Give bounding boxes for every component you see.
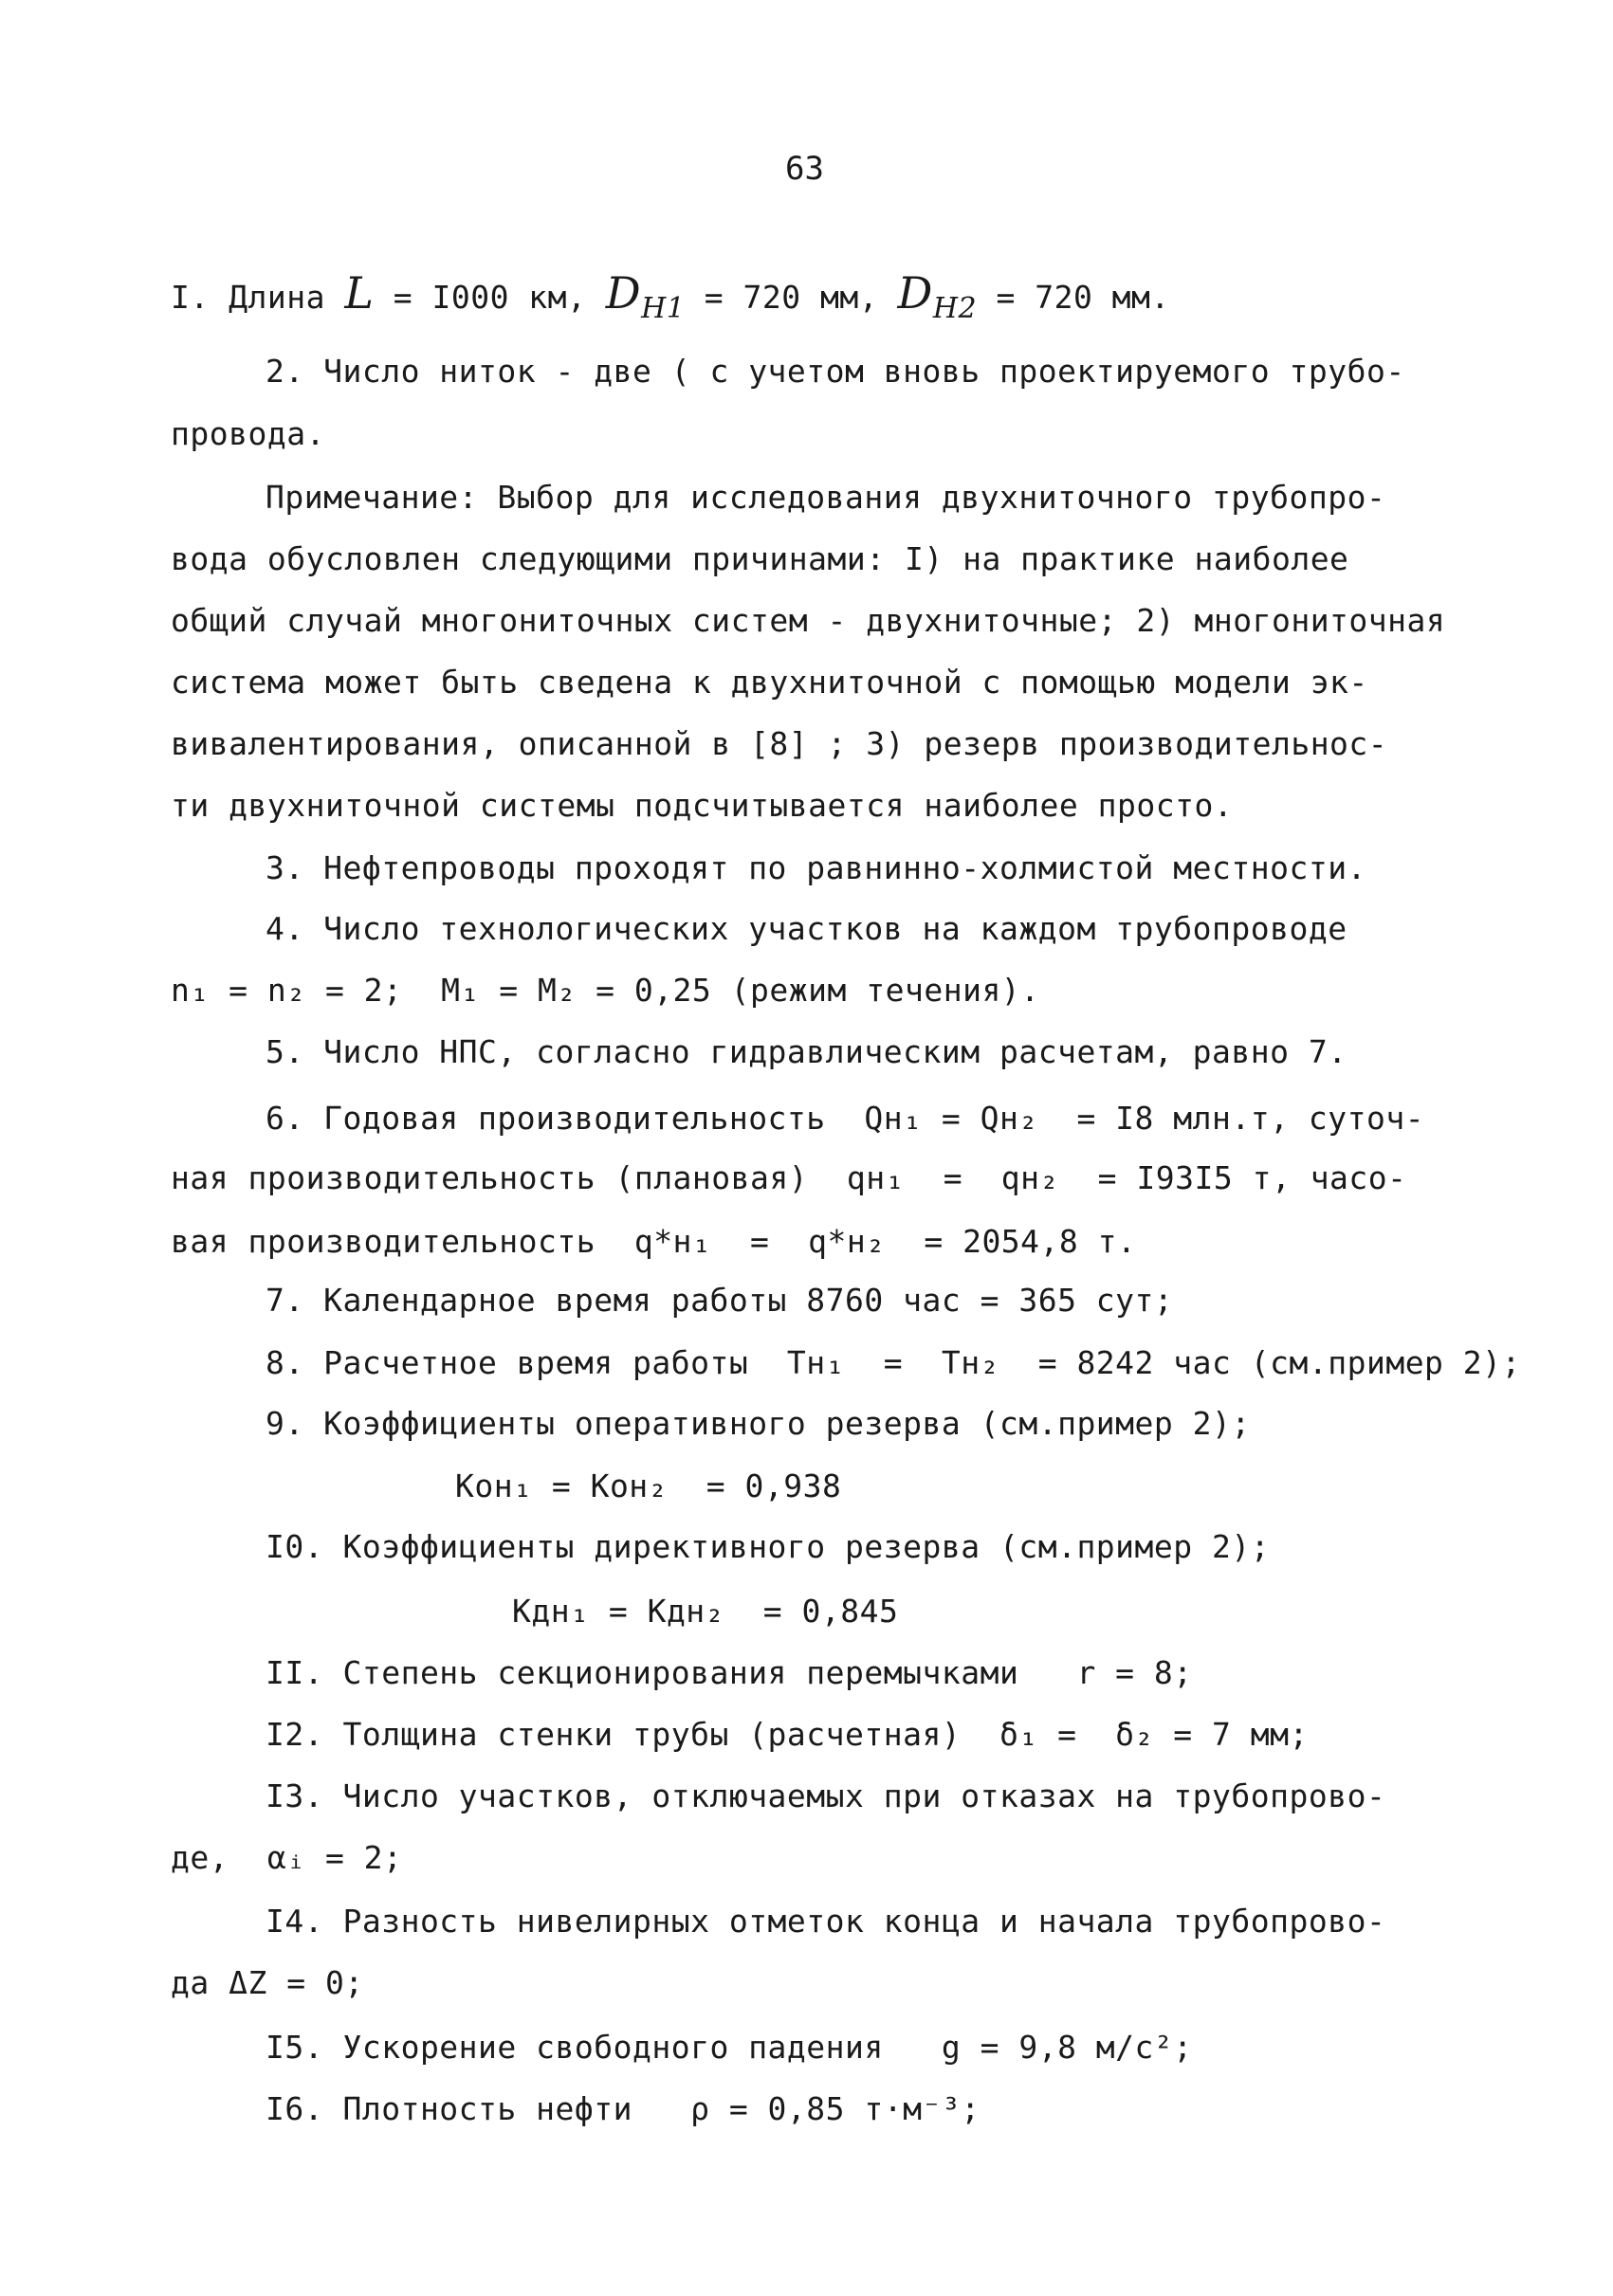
item-9: 9. Коэффициенты оперативного резерва (см.пример 2); bbox=[266, 1405, 1251, 1442]
item-4-formula: n₁ = n₂ = 2; M₁ = M₂ = 0,25 (режим течения). bbox=[171, 972, 1040, 1009]
note-line-3: общий случай многониточных систем - двухниточные; 2) многониточная bbox=[171, 602, 1446, 639]
item-4-line-1: 4. Число технологических участков на каждом трубопроводе bbox=[266, 910, 1347, 947]
item-14-line-1: I4. Разность нивелирных отметок конца и начала трубопрово- bbox=[266, 1903, 1386, 1940]
item-1-mid1: = I000 км, bbox=[374, 279, 606, 316]
item-12: I2. Толщина стенки трубы (расчетная) δ₁ = δ₂ = 7 мм; bbox=[266, 1716, 1309, 1753]
formula-DH1: $D_{H1}$ bbox=[605, 267, 686, 325]
item-11: II. Степень секционирования перемычками r = 8; bbox=[266, 1654, 1193, 1691]
item-15: I5. Ускорение свободного падения g = 9,8 м/с²; bbox=[266, 2029, 1193, 2066]
item-14-line-2: да ΔZ = 0; bbox=[171, 1964, 364, 2001]
item-8: 8. Расчетное время работы Tн₁ = Tн₂ = 8242 час (см.пример 2); bbox=[266, 1344, 1521, 1381]
item-2-line-2: провода. bbox=[171, 415, 325, 452]
item-1-post: = 720 мм. bbox=[977, 279, 1170, 316]
note-line-4: система может быть сведена к двухниточной с помощью модели эк- bbox=[171, 664, 1368, 701]
formula-DH2: $D_{H2}$ bbox=[897, 267, 978, 325]
note-line-2: вода обусловлен следующими причинами: I) на практике наиболее bbox=[171, 540, 1349, 577]
item-10-formula: Kдн₁ = Kдн₂ = 0,845 bbox=[512, 1593, 899, 1630]
item-3: 3. Нефтепроводы проходят по равнинно-холмистой местности. bbox=[266, 849, 1366, 886]
item-6-line-2: ная производительность (плановая) qн₁ = qн₂ = I93I5 т, часо- bbox=[171, 1159, 1407, 1196]
item-7: 7. Календарное время работы 8760 час = 365 сут; bbox=[266, 1282, 1174, 1319]
note-line-6: ти двухниточной системы подсчитывается наиболее просто. bbox=[171, 787, 1234, 824]
item-1-mid2: = 720 мм, bbox=[685, 279, 898, 316]
item-6-line-1: 6. Годовая производительность Qн₁ = Qн₂ = I8 млн.т, суточ- bbox=[266, 1100, 1425, 1137]
note-line-5: вивалентирования, описанной в [8] ; 3) резерв производительнос- bbox=[171, 725, 1388, 762]
item-1-length bbox=[171, 267, 1170, 325]
item-5: 5. Число НПС, согласно гидравлическим расчетам, равно 7. bbox=[266, 1033, 1347, 1070]
item-9-formula: Kон₁ = Kон₂ = 0,938 bbox=[455, 1467, 842, 1504]
item-16: I6. Плотность нефти ρ = 0,85 т·м⁻³; bbox=[266, 2090, 981, 2127]
note-line-1: Примечание: Выбор для исследования двухниточного трубопро- bbox=[266, 479, 1386, 516]
item-13-line-2: де, αᵢ = 2; bbox=[171, 1839, 403, 1876]
formula-L: L bbox=[344, 267, 375, 319]
item-6-line-3: вая производительность q*н₁ = q*н₂ = 2054,8 т. bbox=[171, 1223, 1137, 1260]
item-2-line-1: 2. Число ниток - две ( с учетом вновь проектируемого трубо- bbox=[266, 353, 1405, 390]
page-number: 63 bbox=[785, 150, 824, 188]
item-1-prefix: I. Длина bbox=[171, 279, 345, 316]
item-10: I0. Коэффициенты директивного резерва (см.пример 2); bbox=[266, 1528, 1271, 1565]
item-13-line-1: I3. Число участков, отключаемых при отказах на трубопрово- bbox=[266, 1777, 1386, 1814]
